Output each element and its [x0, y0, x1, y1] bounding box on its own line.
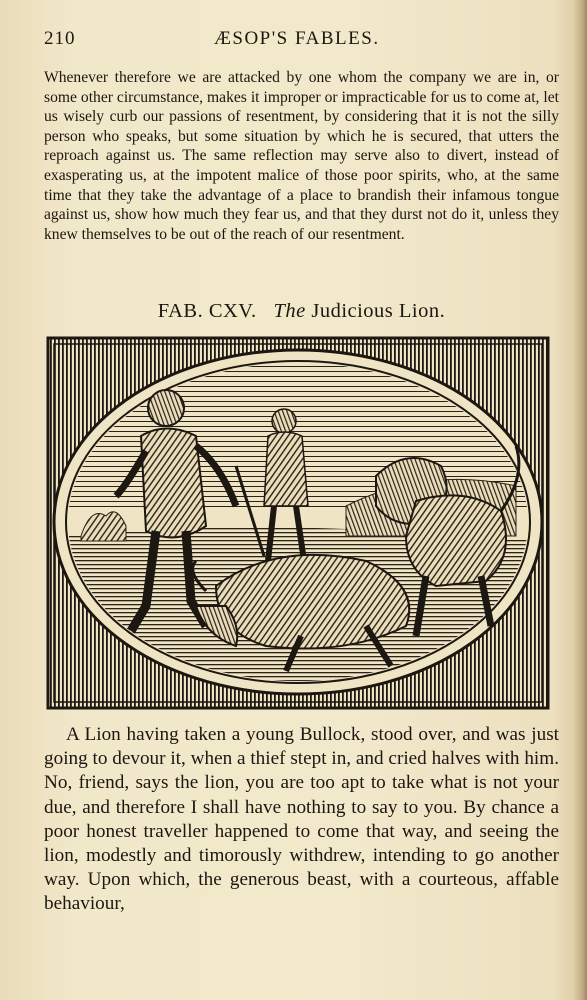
page-number: 210 — [44, 28, 76, 49]
page-header — [44, 28, 559, 54]
fable-title-text: Judicious Lion. — [311, 300, 446, 322]
fable-title-article: The — [273, 300, 306, 322]
fable-paragraph — [44, 723, 559, 917]
fable-paragraph-text: A Lion having taken a young Bullock, stood over, and was just going to devour it, when a thief stept in, and cried halves with him. No, friend, says the lion, you are too apt to take what is not your due, and therefore I shall have nothing to say to you. By chance a poor honest traveller happened to come that way, and seeing the lion, modestly and timorously withdrew, intending to go another way. Upon which, the generous beast, with a courteous, affable behaviour, — [44, 724, 559, 915]
fable-title — [44, 300, 559, 323]
moral-paragraph: Whenever therefore we are attacked by one whom the company we are in, or some other circumstance, makes it improper or impracticable for us to come at, let us wisely curb our passions of resentment, by considering that it is not the silly person who speaks, but some situation by which he is secured, that utters the reproach against us. The same reflection may serve also to divert, instead of exasperating us, at the impotent malice of those poor spirits, who, at the same time that they take the advantage of a place to brandish their infamous tongue against us, show how much they fear us, and that they durst not do it, unless they knew themselves to be out of the reach of our resentment. — [44, 69, 559, 243]
page-edge-shadow — [573, 0, 587, 1000]
fable-number: FAB. CXV. — [157, 300, 257, 322]
running-head: ÆSOP'S FABLES. — [214, 28, 380, 49]
woodcut-illustration — [46, 336, 552, 712]
